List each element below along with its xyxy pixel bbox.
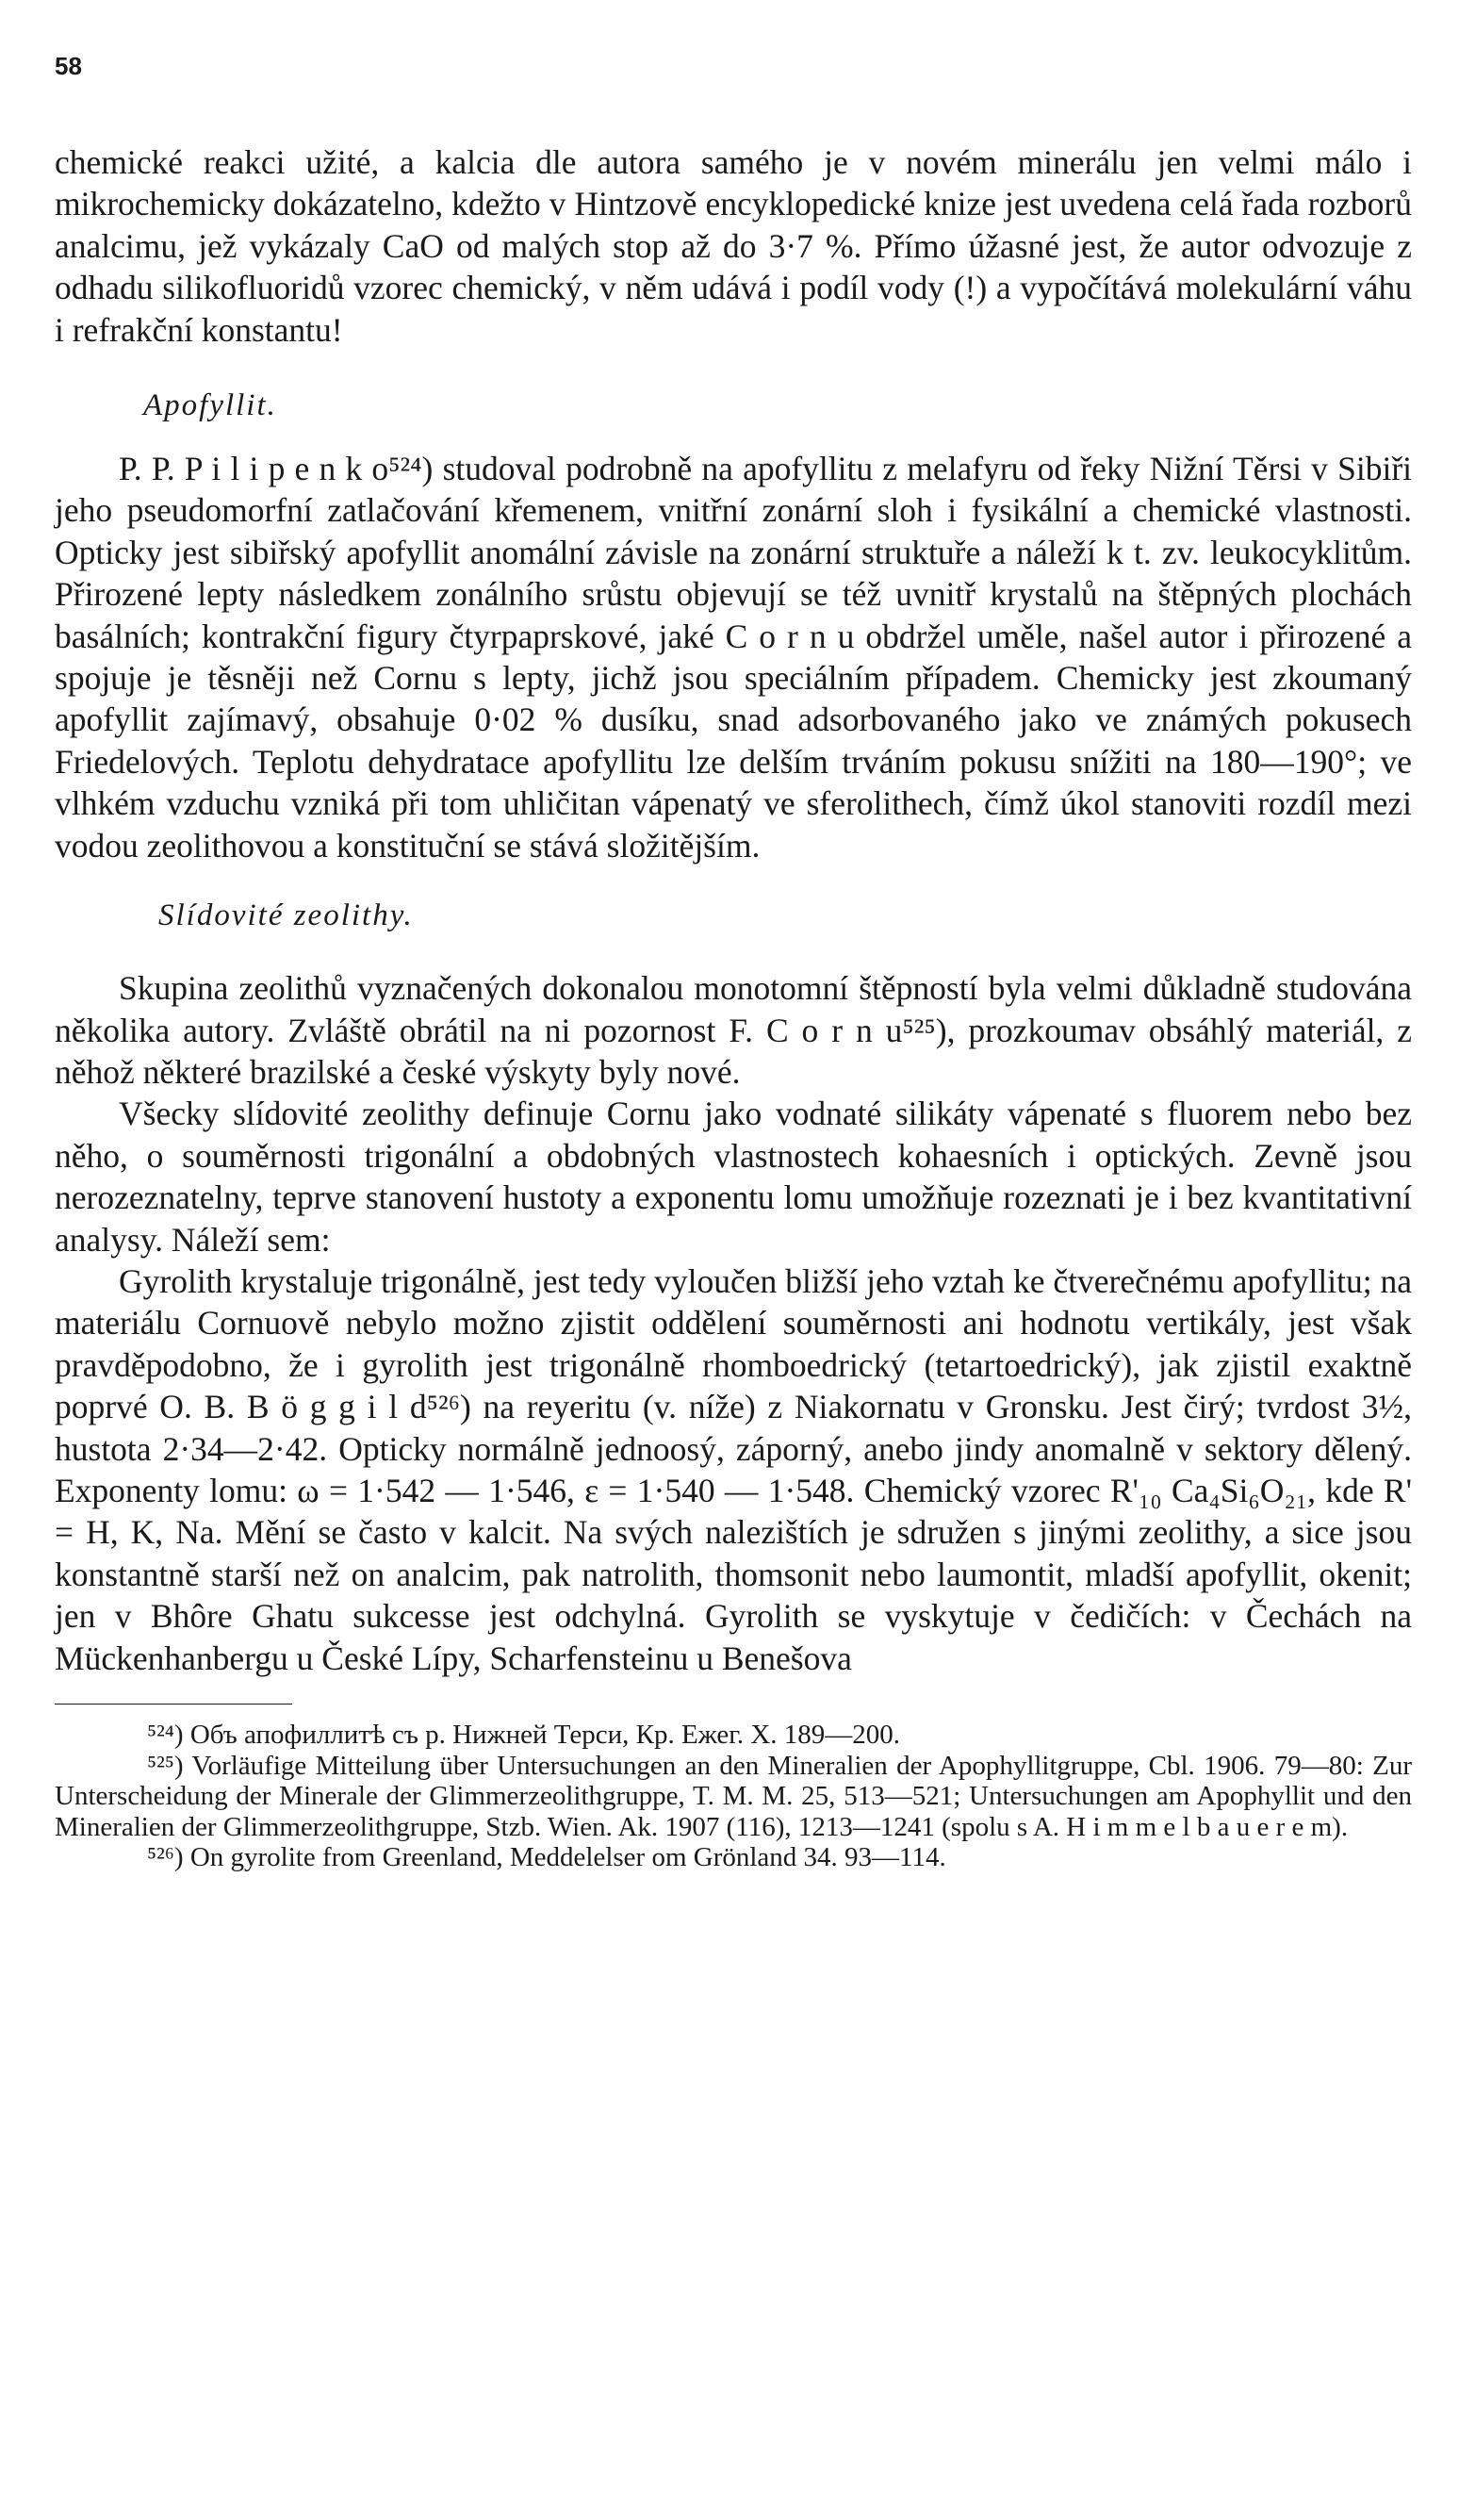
section-title-apophyllite: Apofyllit. xyxy=(143,388,277,423)
mica-paragraph-2: Všecky slídovité zeolithy definuje Cornu jako vodnaté silikáty vápenaté s fluorem nebo bez něho, o souměrnosti trigonální a obdobných vlastnostech kohaesních i optických. Zevně jsou nerozeznatelny, teprve stanovení hustoty a exponentu lomu umožňuje rozeznati je i bez kvantitativní analysy. Náleží sem: xyxy=(55,1095,1412,1259)
footnote-524: ⁵²⁴) Объ апофиллитѣ съ р. Нижней Терси, Кр. Ежег. X. 189—200. xyxy=(147,1720,901,1750)
intro-paragraph: chemické reakci užité, a kalcia dle autora samého je v novém minerálu jen velmi málo i mikrochemicky dokázatelno, kdežto v Hintzově encyklopedické knize jest uvedena celá řada rozborů analcimu, jež vykázaly CaO od malých stop až do 3·7 %. Přímo úžasné jest, že autor odvozuje z odhadu silikofluoridů vzorec chemický, v něm udává i podíl vody (!) a vypočítává molekulární váhu i refrakční konstantu! xyxy=(55,143,1412,349)
book-page xyxy=(55,52,1412,1881)
mica-paragraph-1: Skupina zeolithů vyznačených dokonalou monotomní štěpností byla velmi důkladně studována několika autory. Zvláště obrátil na ni pozornost F. C o r n u⁵²⁵), prozkoumav obsáhlý materiál, z něhož některé brazilské a české výskyty byly nové. xyxy=(55,969,1412,1091)
footnote-526: ⁵²⁶) On gyrolite from Greenland, Meddelelser om Grönland 34. 93—114. xyxy=(147,1842,946,1872)
apophyllite-paragraph: P. P. P i l i p e n k o⁵²⁴) studoval podrobně na apofyllitu z melafyru od řeky Nižní Těrsi v Sibiři jeho pseudomorfní zatlačování křemenem, vnitřní zonární sloh i fysikální a chemické vlastnosti. Opticky jest sibiřský apofyllit anomální závisle na zonární struktuře a náleží k t. zv. leukocyklitům. Přirozené lepty následkem zonálního srůstu objevují se též uvnitř krystalů na štěpných plochách basálních; kontrakční figury čtyrpaprskové, jaké C o r n u obdržel uměle, našel autor i přirozené a spojuje je těsněji než Cornu s lepty, jichž jsou speciálním případem. Chemicky jest zkoumaný apofyllit zajímavý, obsahuje 0·02 % dusíku, snad adsorbovaného jako ve známých pokusech Friedelových. Teplotu dehydratace apofyllitu lze delším trváním pokusu snížiti na 180—190°; ve vlhkém vzduchu vzniká při tom uhličitan vápenatý ve sferolithech, čímž úkol stanoviti rozdíl mezi vodou zeolithovou a konstituční se stává složitějším. xyxy=(55,450,1412,865)
footnote-525: ⁵²⁵) Vorläufige Mitteilung über Untersuchungen an den Mineralien der Apophyllitgruppe, Cbl. 1906. 79—80: Zur Unterscheidung der Minerale der Glimmerzeolithgruppe, T. M. M. 25, 513—521; Untersuchungen am Apophyllit und den Mineralien der Glimmerzeolithgruppe, Stzb. Wien. Ak. 1907 (116), 1213—1241 (spolu s A. H i m m e l b a u e r e m). xyxy=(55,1750,1412,1842)
section-title-mica-zeolites: Slídovité zeolithy. xyxy=(158,898,414,933)
footnote-divider xyxy=(55,1704,292,1705)
footnotes xyxy=(55,1720,1412,1873)
page-number: 58 xyxy=(55,52,82,80)
mica-paragraph-3: Gyrolith krystaluje trigonálně, jest tedy vyloučen bližší jeho vztah ke čtverečnému apofyllitu; na materiálu Cornuově nebylo možno zjistit oddělení souměrnosti ani hodnotu vertikály, jest však pravděpodobno, že i gyrolith jest trigonálně rhomboedrický (tetartoedrický), jak zjistil exaktně poprvé O. B. B ö g g i l d⁵²⁶) na reyeritu (v. níže) z Niakornatu v Gronsku. Jest čirý; tvrdost 3½, hustota 2·34—2·42. Opticky normálně jednoosý, záporný, anebo jindy anomalně v sektory dělený. Exponenty lomu: ω = 1·542 — 1·546, ε = 1·540 — 1·548. Chemický vzorec R'₁₀ Ca₄Si₆O₂₁, kde R' = H, K, Na. Mění se často v kalcit. Na svých nalezištích je sdružen s jinými zeolithy, a sice jsou konstantně starší než on analcim, pak natrolith, thomsonit nebo laumontit, mladší apofyllit, okenit; jen v Bhôre Ghatu sukcesse jest odchylná. Gyrolith se vyskytuje v čedičích: v Čechách na Mückenhanbergu u České Lípy, Scharfensteinu u Benešova xyxy=(55,1261,1412,1677)
